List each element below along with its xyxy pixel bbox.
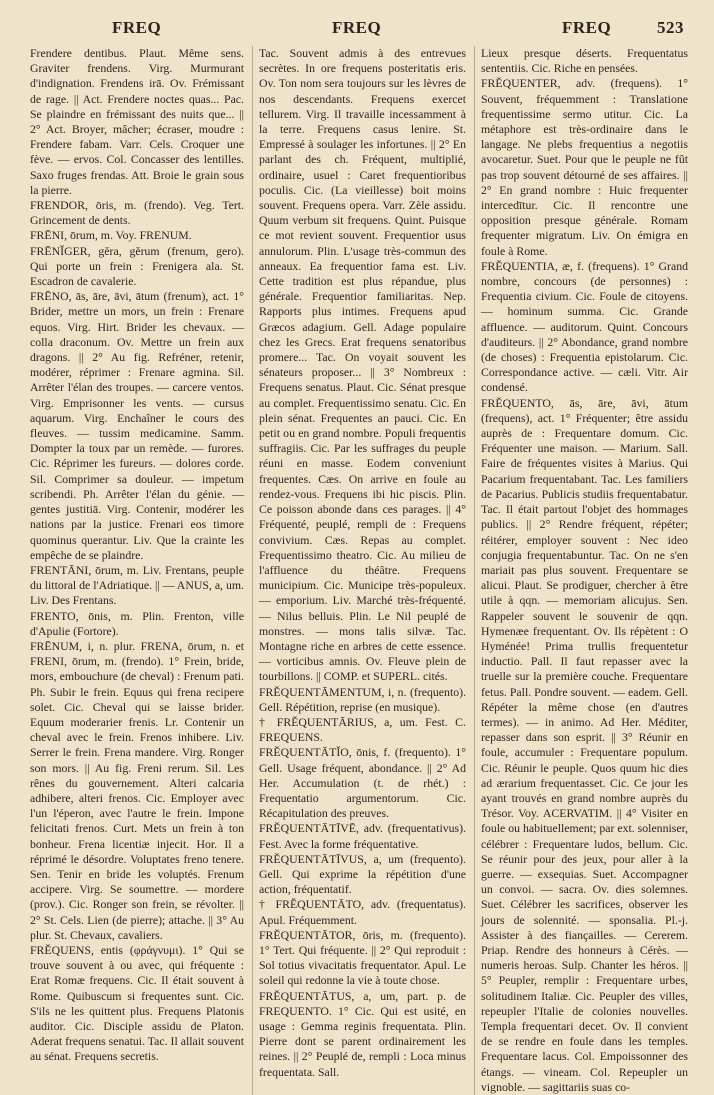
column-3 <box>474 46 688 1095</box>
running-header <box>30 18 684 44</box>
dictionary-entry: FRENDOR, ōris, m. (frendo). Veg. Tert. Grincement de dents. <box>30 198 244 228</box>
dictionary-entry: FRENTĀNI, ōrum, m. Liv. Frentans, peuple du littoral de l'Adriatique. || — ANUS, a, um. Liv. Des Frentans. <box>30 562 244 608</box>
dictionary-entry: FRĔQUENTIA, æ, f. (frequens). 1° Grand nombre, concours (de personnes) : Frequentia civium. Cic. Foule de citoyens. — hominum summa. Cic. Grande affluence. — auditorum. Quint. Concours d'auditeurs. || 2° Abondance, grand nombre (de choses) : Frequentia epistolarum. Cic. Correspondance active. — cæli. Vitr. Air condensé. <box>481 258 688 395</box>
dictionary-entry: FRĔQUENTO, ās, āre, āvi, ātum (frequens), act. 1° Fréquenter; être assidu auprès de : Frequentare domum. Cic. Fréquenter une maison. — Marium. Sall. Faire de fréquentes visites à Marius. Qui Pacarium frequentabant. Tac. Les familiers de Pacarius. Publicis studiis frequentabatur. Tac. Il était partout l'objet des hommages publics. || 2° Rendre fréquent, répéter; réitérer, employer souvent : Nec ideo conjugia frequentabuntur. Tac. On ne s'en mariait pas plus souvent. Frequentare se alicui. Plaut. Se prodiguer, chercher à être utile à qqn. — memoriam alicujus. Sen. Rappeler souvent le souvenir de qqn. Hymenæe frequentant. Ov. Ils répètent : O Hyménée! Prima trullis frequentetur inductio. Pall. Il faut repasser avec la truelle sur la première couche. Frequentare fetus. Pall. Pondre souvent. — eadem. Gell. Répéter la même chose (en d'autres termes). — in animo. Ad Her. Méditer, repasser dans son esprit. || 3° Réunir en foule, accumuler : Frequentare populum. Cic. Réunir le peuple. Quos quum hic dies ad ærarium frequentasset. Cic. Ce jour les ayant trouvés en grand nombre auprès du Trésor. Voy. ACERVATIM. || 4° Visiter en foule ou habituellement; par ext. solenniser, célébrer : Frequentare ludos, bellum. Cic. Se réunir pour des jeux, pour aller à la guerre. — exsequias. Suet. Accompagner un convoi. — sacra. Ov. dies solemnes. Suet. Célébrer les sacrifices, observer les jours de solennité. — sponsalia. Pl.-j. Assister à des fiançailles. — Cererem. Priap. Rendre des honneurs à Cérès. — numeris heroas. Sulp. Chanter les héros. || 5° Peupler, remplir : Frequentare urbes, solitudinem Italiæ. Cic. Peupler des villes, repeupler l'Italie de colonies nouvelles. Templa frequentari decet. Ov. Il convient de se rendre en foule dans les temples. Frequentare lacus. Col. Empoissonner des étangs. — vineam. Col. Repeupler un vignoble. — sagittariis suas co- <box>481 395 688 1094</box>
dictionary-entry: FRĔQUENTĀTUS, a, um, part. p. de FREQUENTO. 1° Cic. Qui est usité, en usage : Gemma reginis frequentata. Plin. Pierre dont se parent ordinairement les reines. || 2° Peuplé de, rempli : Loca minus frequentata. Sall. <box>259 988 466 1079</box>
page-number: 523 <box>657 18 684 37</box>
dictionary-entry: FRĔQUENTĀTĪVUS, a, um (frequento). Gell. Qui exprime la répétition d'une action, fréquentatif. <box>259 851 466 897</box>
dictionary-entry: FRĔQUENS, entis (φράγνυμι). 1° Qui se trouve souvent à ou avec, qui fréquente : Erat Romæ frequens. Cic. Il était souvent à Rome. Quibuscum si frequentes sunt. Cic. S'ils ne les quittent plus. Frequens Platonis auditor. Cic. Disciple assidu de Platon. Aderat frequens senatui. Tac. Il allait souvent au sénat. Frequens secretis. <box>30 942 244 1064</box>
dictionary-entry: FRĒNUM, i, n. plur. FRENA, ōrum, n. et FRENI, ōrum, m. (frendo). 1° Frein, bride, mors, embouchure (de cheval) : Frenum pati. Ph. Subir le frein. Equus qui frena recipere solet. Cic. Cheval qui se laisse brider. Equum moderarier frenis. Lr. Contenir un cheval avec le frein. Frenos inhibere. Liv. Serrer le frein. Frena mandere. Virg. Ronger son mors. || Au fig. Freni rerum. Sil. Les rênes du gouvernement. Alteri calcaria adhibere, alteri frenos. Cic. Employer avec l'un l'éperon, avec l'autre le frein. Impone felicitati frenos. Curt. Mets un frein à ton bonheur. Frena licentiæ injecit. Hor. Il a réprimé le désordre. Voluptates freno tenere. Sen. Tenir en bride les voluptés. Frenum accipere. Virg. Se soumettre. — mordere (prov.). Cic. Ronger son frein, se révolter. || 2° St. Cels. Lien (de pierre); attache. || 3° Au plur. St. Chevaux, cavaliers. <box>30 638 244 942</box>
dictionary-entry: Frendere dentibus. Plaut. Même sens. Graviter frendens. Virg. Murmurant d'indignation. Frendens irā. Ov. Frémissant de rage. || Act. Frendere noctes quas... Pac. Se plaindre en frémissant des nuits que... || 2° Act. Broyer, mâcher; écraser, moudre : Frendere fabam. Varr. Cels. Croquer une fève. — ervos. Col. Concasser des lentilles. Saxo fruges frendas. Att. Broie le grain sous la pierre. <box>30 46 244 197</box>
dictionary-entry: FRĔQUENTĀTĬO, ōnis, f. (frequento). 1° Gell. Usage fréquent, abondance. || 2° Ad Her. Accumulation (t. de rhét.) : Frequentatio argumentorum. Cic. Récapitulation des preuves. <box>259 745 466 821</box>
column-1 <box>30 46 244 1095</box>
dictionary-entry: Lieux presque déserts. Frequentatus sententiis. Cic. Riche en pensées. <box>481 46 688 76</box>
header-word-center: FREQ <box>332 18 382 37</box>
dictionary-entry: † FRĔQUENTĀRIUS, a, um. Fest. C. FREQUENS. <box>259 714 466 745</box>
dictionary-entry: FRĔQUENTĀTĪVĒ, adv. (frequentativus). Fest. Avec la forme fréquentative. <box>259 821 466 851</box>
dictionary-entry: FRĒNĬGER, gĕra, gĕrum (frenum, gero). Qui porte un frein : Frenigera ala. St. Escadron de cavalerie. <box>30 243 244 289</box>
dictionary-entry: FRĔQUENTĀTOR, ōris, m. (frequento). 1° Tert. Qui fréquente. || 2° Qui reproduit : Sol totius vivacitatis frequentator. Apul. Le soleil qui redonne la vie à toute chose. <box>259 927 466 988</box>
dictionary-entry: FRĔQUENTĀMENTUM, i, n. (frequento). Gell. Répétition, reprise (en musique). <box>259 684 466 714</box>
column-2 <box>252 46 466 1095</box>
text-columns <box>30 46 688 1094</box>
header-word-left: FREQ <box>112 18 162 37</box>
header-word-right: FREQ <box>562 18 612 37</box>
dictionary-entry: † FRĔQUENTĀTO, adv. (frequentatus). Apul. Fréquemment. <box>259 897 466 927</box>
dictionary-entry: FRĒNO, ās, āre, āvi, ātum (frenum), act. 1° Brider, mettre un mors, un frein : Frenare equos. Virg. Hirt. Brider les chevaux. — colla draconum. Ov. Mettre un frein aux dragons. || 2° Au fig. Refréner, retenir, modérer, réprimer : Frenare agmina. Sil. Arrêter l'élan des troupes. — carcere ventos. Virg. Emprisonner les vents. — cursus aquarum. Virg. Enchaîner le cours des fleuves. — tussim medicamine. Samm. Dompter la toux par un remède. — furores. Cic. Réprimer les fureurs. — dolores corde. Sil. Comprimer sa douleur. — impetum scribendi. Ph. Arrêter l'élan du génie. — gentes justitiā. Virg. Contenir, modérer les nations par la justice. Frenari eos timore quominus querantur. Liv. Que la crainte les empêche de se plaindre. <box>30 289 244 562</box>
dictionary-entry: Tac. Souvent admis à des entrevues secrètes. In ore frequens posteritatis eris. Ov. Ton nom sera toujours sur les lèvres de nos descendants. Frequens exercet tellurem. Virg. Il travaille incessamment à la terre. Frequens casus lenire. St. Empressé à soulager les infortunes. || 2° En parlant des ch. Fréquent, multiplié, ordinaire, usuel : Caret frequentioribus poculis. Cic. (La vieillesse) boit moins souvent. Frequens opera. Varr. Zèle assidu. Quum verbum sit frequens. Quint. Puisque ce mot revient souvent. Frequentior usus annulorum. Plin. L'usage très-commun des anneaux. Ea frequentior fama est. Liv. Cette tradition est plus répandue, plus générale. Frequentior familiaritas. Nep. Rapports plus intimes. Frequens apud Græcos adagium. Gell. Adage populaire chez les Grecs. Erat frequens senatoribus promere... Tac. On voyait souvent les sénateurs proposer... || 3° Nombreux : Frequens senatus. Plaut. Cic. Sénat presque au complet. Frequentissimo senatu. Cic. En plein sénat. Frequentes an pauci. Cic. En petit ou en grand nombre. Populi frequentis suffragiis. Cic. Par les suffrages du peuple réuni en masse. Eodem conveniunt frequentes. Cæs. On arrive en foule au rendez-vous. Frequens ibi hic piscis. Plin. Ce poisson abonde dans ces parages. || 4° Fréquenté, peuplé, rempli de : Frequens convivium. Cæs. Repas au complet. Frequentissimo theatro. Cic. Au milieu de l'affluence du théâtre. Frequens municipium. Cic. Municipe très-populeux. — emporium. Liv. Marché très-fréquenté. — Nilus belluis. Plin. Le Nil peuplé de monstres. — mons talis silvæ. Tac. Montagne riche en arbres de cette essence. — vorticibus amnis. Ov. Fleuve plein de tourbillons. || COMP. et SUPERL. cités. <box>259 46 466 684</box>
dictionary-entry: FRĔQUENTER, adv. (frequens). 1° Souvent, fréquemment : Translatione frequentissime sermo utitur. Cic. La métaphore est très-ordinaire dans le langage. Ne plebs frequentius a negotiis avocaretur. Suet. Pour que le peuple ne fût pas trop souvent détourné de ses affaires. || 2° En grand nombre : Huic frequenter intercedītur. Cic. Il rencontre une opposition presque générale. Romam frequenter migratum. Liv. On émigra en foule à Rome. <box>481 76 688 258</box>
dictionary-entry: FRĒNI, ōrum, m. Voy. FRENUM. <box>30 228 192 243</box>
dictionary-entry: FRENTO, ōnis, m. Plin. Frenton, ville d'Apulie (Fortore). <box>30 608 244 638</box>
